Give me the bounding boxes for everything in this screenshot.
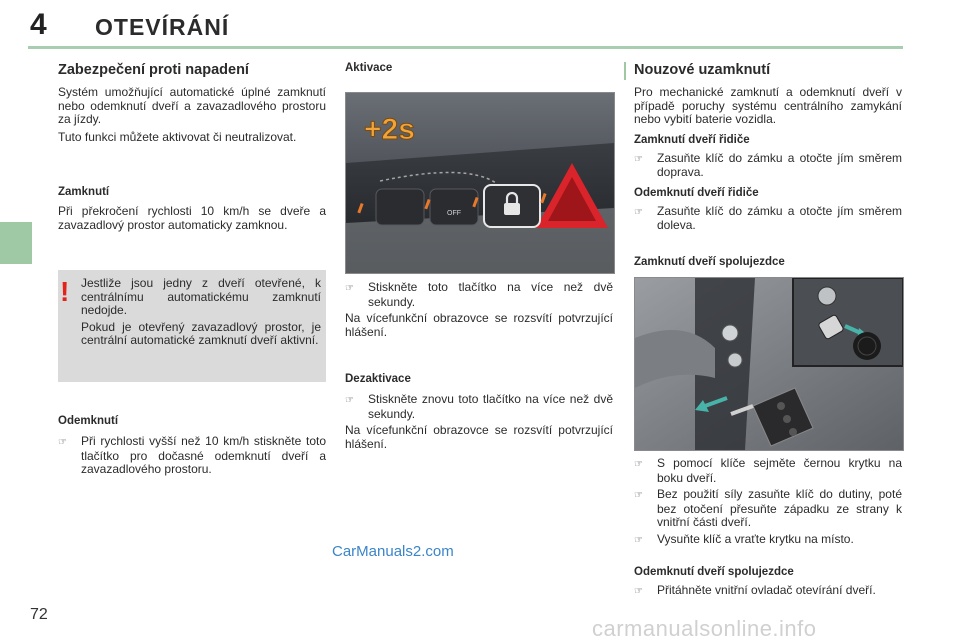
driver-unlock-heading: Odemknutí dveří řidiče	[634, 186, 759, 199]
passenger-lock-heading: Zamknutí dveří spolujezdce	[634, 256, 785, 268]
lock-heading: Zamknutí	[58, 186, 110, 198]
door-lock-photo	[634, 277, 904, 451]
activation-paragraph: Na vícefunkční obrazovce se rozsvítí potvrzující hlášení.	[345, 311, 613, 339]
unlock-bullet: ☞ Při rychlosti vyšší než 10 km/h stiskněte toto tlačítko pro dočasné odemknutí dveří a zavazadlového prostoru.	[58, 434, 326, 476]
exclamation-icon: !	[60, 276, 70, 307]
hand-pointing-icon: ☞	[345, 283, 354, 294]
passenger-lock-heading-wrap	[634, 256, 902, 268]
hand-pointing-icon: ☞	[58, 437, 67, 448]
activation-heading-wrap	[345, 62, 392, 74]
chapter-side-tab	[0, 222, 32, 264]
activation-bullet: ☞ Stiskněte toto tlačítko na více než dvě sekundy.	[345, 280, 613, 309]
deactivation-section	[345, 373, 613, 451]
section-title-emergency: Nouzové uzamknutí	[634, 62, 771, 78]
intro-paragraph-2: Tuto funkci můžete aktivovat či neutralizovat.	[58, 129, 297, 144]
hand-pointing-icon: ☞	[634, 586, 643, 597]
passenger-step-1: ☞ S pomocí klíče sejměte černou krytku na boku dveří.	[634, 456, 902, 485]
passenger-unlock-heading: Odemknutí dveří spolujezdce	[634, 566, 794, 578]
hand-pointing-icon: ☞	[345, 395, 354, 406]
passenger-unlock-section	[634, 566, 902, 599]
hand-pointing-icon: ☞	[634, 534, 643, 546]
chapter-title: OTEVÍRÁNÍ	[95, 14, 230, 40]
deactivation-bullet: ☞ Stiskněte znovu toto tlačítko na více než dvě sekundy.	[345, 392, 613, 421]
section-marker	[624, 62, 626, 80]
emergency-intro: Pro mechanické zamknutí a odemknutí dveří v případě poruchy systému centrálního zamykání nebo vybití baterie vozidla.	[634, 85, 902, 126]
unlock-section	[58, 415, 326, 477]
page-number: 72	[30, 606, 48, 623]
off-label: OFF	[447, 210, 461, 217]
emergency-lock-section	[634, 62, 902, 233]
activation-text	[345, 281, 613, 339]
dashboard-button-photo	[345, 92, 615, 274]
chapter-number: 4	[30, 8, 47, 41]
footer-watermark: carmanualsonline.info	[592, 616, 817, 641]
warning-paragraph-1: Jestliže jsou jedny z dveří otevřené, k centrálnímu automatickému zamknutí nedojde.	[81, 276, 321, 317]
lock-section	[58, 186, 326, 232]
door-illustration	[635, 278, 903, 450]
driver-unlock-bullet: ☞ Zasuňte klíč do zámku a otočte jím směrem doleva.	[634, 203, 902, 232]
plus-2s-label: +2s	[364, 113, 415, 146]
passenger-step-2: ☞ Bez použití síly zasuňte klíč do dutiny, poté bez otočení přesuňte západku ze strany k vnitřní části dveří.	[634, 487, 902, 529]
hand-pointing-icon: ☞	[634, 490, 643, 501]
driver-lock-bullet: ☞ Zasuňte klíč do zámku a otočte jím směrem doprava.	[634, 150, 902, 179]
driver-lock-heading: Zamknutí dveří řidiče	[634, 133, 750, 146]
unlock-heading: Odemknutí	[58, 415, 119, 427]
deactivation-paragraph: Na vícefunkční obrazovce se rozsvítí potvrzující hlášení.	[345, 423, 613, 451]
column-1	[58, 62, 326, 144]
hand-pointing-icon: ☞	[634, 459, 643, 470]
passenger-steps	[634, 457, 902, 547]
lock-paragraph: Při překročení rychlosti 10 km/h se dveře a zavazadlový prostor automaticky zamknou.	[58, 204, 326, 232]
warning-text	[81, 277, 321, 348]
intro-paragraph: Systém umožňující automatické úplné zamknutí nebo odemknutí dveří a zavazadlového prostoru za jízdy.	[58, 85, 326, 126]
passenger-step-3: ☞ Vysuňte klíč a vraťte krytku na místo.	[634, 531, 854, 546]
section-title-anti-aggression: Zabezpečení proti napadení	[58, 62, 249, 78]
deactivation-heading: Dezaktivace	[345, 373, 411, 385]
hand-pointing-icon: ☞	[634, 153, 643, 165]
site-watermark: CarManuals2.com	[332, 543, 454, 560]
header-rule	[28, 46, 903, 49]
dashboard-illustration	[346, 93, 614, 273]
passenger-unlock-bullet: ☞ Přitáhněte vnitřní ovladač otevírání dveří.	[634, 583, 876, 597]
warning-paragraph-2: Pokud je otevřený zavazadlový prostor, je centrální automatické zamknutí dveří aktivní.	[81, 319, 321, 347]
hand-pointing-icon: ☞	[634, 206, 643, 218]
activation-heading: Aktivace	[345, 62, 393, 74]
